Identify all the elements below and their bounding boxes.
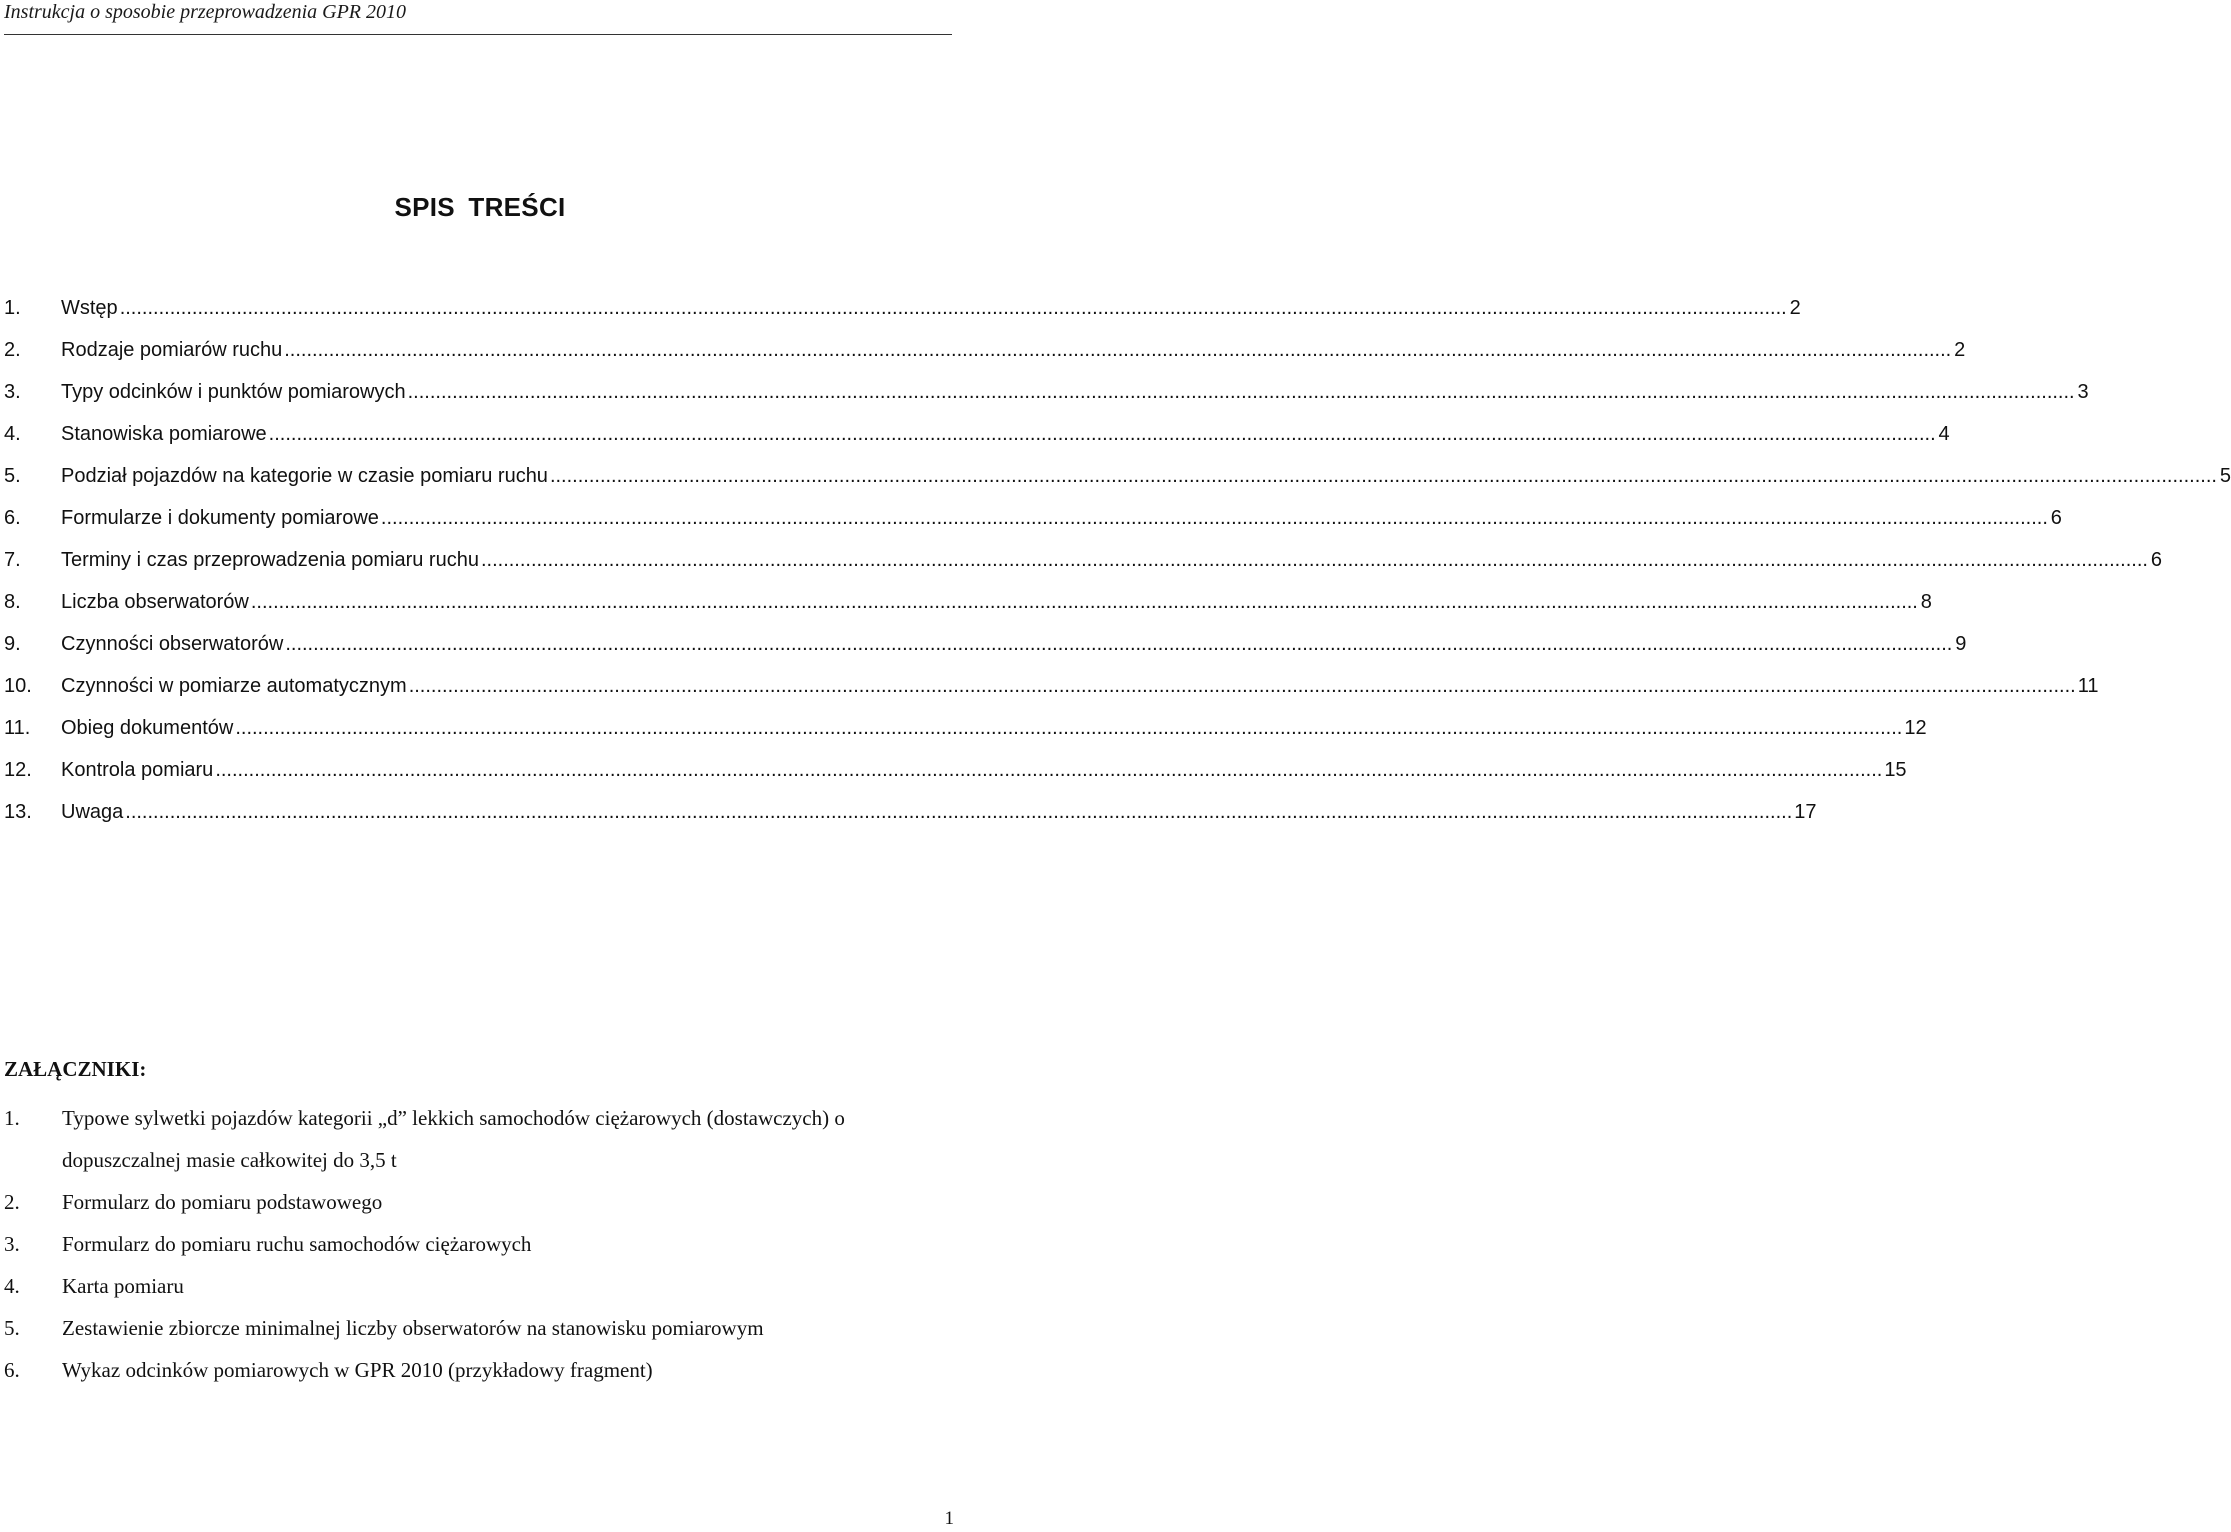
toc-entry-title: Uwaga [61, 801, 124, 823]
toc-entry-page: 4 [1938, 423, 1950, 445]
attachment-text: Zestawienie zbiorcze minimalnej liczby obserwatorów na stanowisku pomiarowym [62, 1316, 764, 1340]
toc-entry-number: 8. [4, 591, 21, 613]
toc-leader-dots: ............................................................................................................................................................................................................................................................................................................ [284, 339, 1952, 361]
toc-entry[interactable] [4, 800, 1817, 842]
attachment-text: Formularz do pomiaru ruchu samochodów ciężarowych [62, 1232, 532, 1256]
toc-entry-number: 13. [4, 801, 32, 823]
attachment-number: 6. [4, 1358, 20, 1382]
toc-entry-page: 6 [2150, 549, 2162, 571]
toc-entry-title: Stanowiska pomiarowe [61, 423, 267, 445]
toc-entry[interactable] [4, 506, 2062, 548]
attachment-text: Formularz do pomiaru podstawowego [62, 1190, 383, 1214]
toc-entry-page: 5 [2219, 465, 2231, 487]
toc-leader-dots: ............................................................................................................................................................................................................................................................................................................ [408, 675, 2076, 697]
toc-leader-dots: ............................................................................................................................................................................................................................................................................................................ [215, 759, 1883, 781]
toc-entry[interactable] [4, 674, 2099, 716]
toc-entry-page: 17 [1794, 801, 1817, 823]
attachments-heading: ZAŁĄCZNIKI: [4, 1057, 147, 1081]
attachment-item [4, 1223, 960, 1265]
toc-entry-title: Wstęp [61, 297, 118, 319]
toc-entry-number: 9. [4, 633, 21, 655]
attachment-item [4, 1265, 960, 1307]
toc-entry-title: Typy odcinków i punktów pomiarowych [61, 381, 406, 403]
running-header [4, 0, 952, 35]
attachment-item [4, 1181, 960, 1223]
toc-entry-number: 4. [4, 423, 21, 445]
page-number: 1 [944, 1508, 954, 1529]
attachment-text: Wykaz odcinków pomiarowych w GPR 2010 (przykładowy fragment) [62, 1358, 653, 1382]
toc-leader-dots: ............................................................................................................................................................................................................................................................................................................ [549, 465, 2217, 487]
toc-entry[interactable] [4, 632, 1967, 674]
toc-entry-title: Czynności w pomiarze automatycznym [61, 675, 407, 697]
toc-entry[interactable] [4, 548, 2162, 590]
toc-entry-title: Rodzaje pomiarów ruchu [61, 339, 283, 361]
attachment-number: 5. [4, 1316, 20, 1340]
attachment-number: 4. [4, 1274, 20, 1298]
attachment-number: 2. [4, 1190, 20, 1214]
attachments-list [4, 1097, 960, 1391]
toc-entry-page: 2 [1954, 339, 1966, 361]
toc-entry-page: 6 [2050, 507, 2062, 529]
toc-leader-dots: ............................................................................................................................................................................................................................................................................................................ [250, 591, 1918, 613]
toc-entry-number: 7. [4, 549, 21, 571]
attachment-item [4, 1349, 960, 1391]
attachment-text: Typowe sylwetki pojazdów kategorii „d” lekkich samochodów ciężarowych (dostawczych) o dopuszczalnej masie całkowitej do 3,5 t [62, 1106, 845, 1172]
running-header-text: Instrukcja o sposobie przeprowadzenia GPR 2010 [4, 1, 407, 23]
toc-entry-number: 2. [4, 339, 21, 361]
toc-entry-page: 2 [1789, 297, 1801, 319]
attachment-number: 1. [4, 1106, 20, 1130]
toc-entry-title: Kontrola pomiaru [61, 759, 214, 781]
toc-entry-title: Formularze i dokumenty pomiarowe [61, 507, 379, 529]
toc-leader-dots: ............................................................................................................................................................................................................................................................................................................ [235, 717, 1903, 739]
toc-entry-title: Terminy i czas przeprowadzenia pomiaru ruchu [61, 549, 479, 571]
toc-entry-title: Czynności obserwatorów [61, 633, 284, 655]
attachment-number: 3. [4, 1232, 20, 1256]
toc-entry[interactable] [4, 422, 1950, 464]
toc-entry-title: Liczba obserwatorów [61, 591, 249, 613]
toc-entry-number: 1. [4, 297, 21, 319]
toc-entry-page: 11 [2077, 675, 2099, 697]
toc-entry[interactable] [4, 758, 1907, 800]
table-of-contents [4, 296, 2231, 842]
toc-entry-number: 11. [4, 717, 31, 739]
toc-entry-number: 3. [4, 381, 21, 403]
toc-entry-title: Podział pojazdów na kategorie w czasie pomiaru ruchu [61, 465, 548, 487]
toc-entry-page: 8 [1920, 591, 1932, 613]
toc-entry-number: 10. [4, 675, 32, 697]
toc-entry-page: 9 [1955, 633, 1967, 655]
toc-entry-number: 6. [4, 507, 21, 529]
attachment-item [4, 1307, 960, 1349]
toc-entry-page: 15 [1884, 759, 1907, 781]
toc-leader-dots: ............................................................................................................................................................................................................................................................................................................ [407, 381, 2075, 403]
toc-entry[interactable] [4, 590, 1932, 632]
page-title: SPIS TREŚCI [394, 192, 566, 222]
toc-entry[interactable] [4, 380, 2089, 422]
toc-entry-number: 5. [4, 465, 21, 487]
toc-entry-page: 12 [1904, 717, 1927, 739]
toc-entry-page: 3 [2077, 381, 2089, 403]
toc-leader-dots: ............................................................................................................................................................................................................................................................................................................ [380, 507, 2048, 529]
toc-leader-dots: ............................................................................................................................................................................................................................................................................................................ [285, 633, 1953, 655]
toc-leader-dots: ............................................................................................................................................................................................................................................................................................................ [268, 423, 1936, 445]
toc-entry[interactable] [4, 464, 2231, 506]
toc-entry-number: 12. [4, 759, 32, 781]
toc-entry-title: Obieg dokumentów [61, 717, 234, 739]
attachment-text: Karta pomiaru [62, 1274, 184, 1298]
attachment-item [4, 1097, 960, 1181]
toc-entry[interactable] [4, 296, 1801, 338]
toc-entry[interactable] [4, 716, 1927, 758]
toc-leader-dots: ............................................................................................................................................................................................................................................................................................................ [119, 297, 1787, 319]
toc-leader-dots: ............................................................................................................................................................................................................................................................................................................ [125, 801, 1793, 823]
toc-leader-dots: ............................................................................................................................................................................................................................................................................................................ [480, 549, 2148, 571]
toc-entry[interactable] [4, 338, 1966, 380]
